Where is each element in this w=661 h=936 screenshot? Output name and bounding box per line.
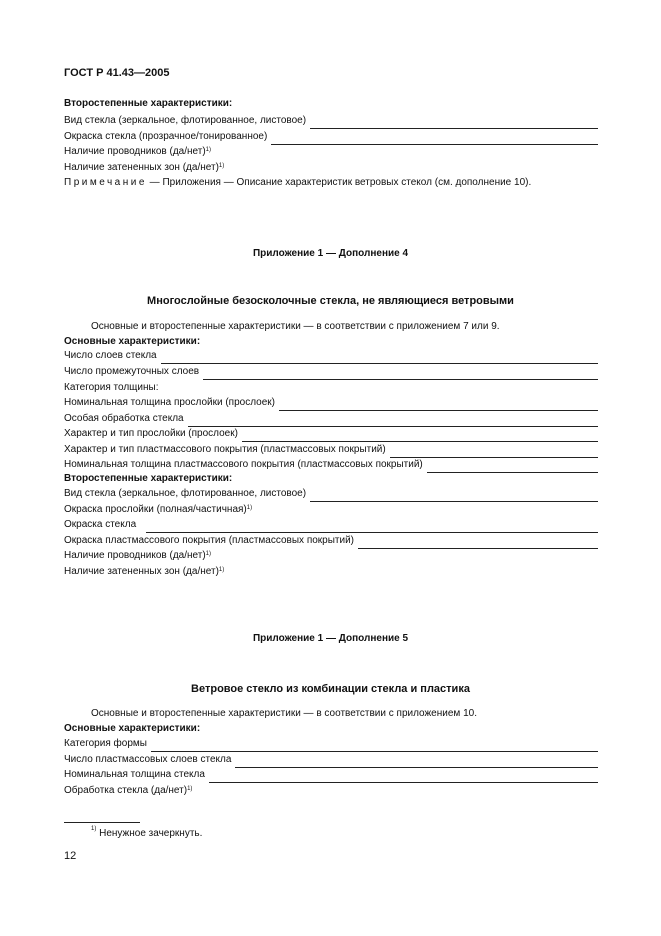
appendix-heading-5: Приложение 1 — Дополнение 5 <box>252 633 409 644</box>
form-field-interlayer-color <box>64 502 598 518</box>
secondary-characteristics-heading: Второстепенные характеристики: <box>64 98 233 109</box>
footnote-ref: 1) <box>205 147 212 153</box>
field-label: Окраска стекла <box>64 519 137 530</box>
note <box>64 175 598 191</box>
footnote-ref: 1) <box>187 786 193 792</box>
field-label: Наличие проводников (да/нет) <box>64 146 206 157</box>
footnote-ref: 1) <box>218 567 225 573</box>
form-field-coating-thickness <box>64 457 598 473</box>
fill-line <box>310 490 598 502</box>
field-label: Окраска пластмассового покрытия (пластмассовых покрытий) <box>64 535 354 546</box>
fill-line <box>151 740 598 752</box>
intro-text-5: Основные и второстепенные характеристики — в соответствии с приложением 10. <box>91 708 477 719</box>
footnote <box>91 828 202 839</box>
footnote-text: Ненужное зачеркнуть. <box>99 828 203 839</box>
form-field-shaded-zones <box>64 160 598 176</box>
field-label: Обработка стекла (да/нет) <box>64 785 188 796</box>
field-label: Номинальная толщина пластмассового покрытия (пластмассовых покрытий) <box>64 459 423 470</box>
intro-text-4: Основные и второстепенные характеристики — в соответствии с приложением 7 или 9. <box>91 321 500 332</box>
field-label: Номинальная толщина прослойки (прослоек) <box>64 397 275 408</box>
form-field-shape-category <box>64 736 598 752</box>
form-field-interlayers <box>64 364 598 380</box>
field-label: Наличие проводников (да/нет) <box>64 550 206 561</box>
form-field-glass-treatment <box>64 783 598 799</box>
form-field-glass-type <box>64 113 598 129</box>
field-label: Окраска прослойки (полная/частичная) <box>64 504 247 515</box>
form-field-coating-type <box>64 442 598 458</box>
fill-line <box>161 352 598 364</box>
main-characteristics-heading-5: Основные характеристики: <box>64 723 201 734</box>
main-characteristics-heading: Основные характеристики: <box>64 336 201 347</box>
fill-line <box>203 368 598 380</box>
form-field-shaded-zones-4 <box>64 564 598 580</box>
footnote-divider <box>64 822 140 823</box>
form-field-glass-color <box>64 129 598 145</box>
form-field-conductors-4 <box>64 548 598 564</box>
form-field-glass-color-4 <box>64 517 598 533</box>
fill-line <box>279 399 598 411</box>
field-label: Характер и тип пластмассового покрытия (пластмассовых покрытий) <box>64 444 386 455</box>
fill-line <box>427 461 598 473</box>
form-field-glass-type-4 <box>64 486 598 502</box>
form-field-special-treatment <box>64 411 598 427</box>
field-label: Число промежуточных слоев <box>64 366 200 377</box>
field-label: Номинальная толщина стекла <box>64 769 205 780</box>
footnote-ref: 1) <box>246 505 253 511</box>
note-text: — Приложения — Описание характеристик ветровых стекол (см. дополнение 10). <box>146 177 532 188</box>
form-field-coating-color <box>64 533 598 549</box>
field-label: Категория формы <box>64 738 147 749</box>
appendix-heading-4: Приложение 1 — Дополнение 4 <box>252 248 409 259</box>
field-label: Окраска стекла (прозрачное/тонированное) <box>64 131 268 142</box>
form-field-plastic-layers <box>64 752 598 768</box>
field-label: Характер и тип прослойки (прослоек) <box>64 428 238 439</box>
field-label: Наличие затененных зон (да/нет) <box>64 566 219 577</box>
field-label: Число пластмассовых слоев стекла <box>64 754 232 765</box>
form-field-glass-thickness <box>64 767 598 783</box>
field-label: Категория толщины: <box>64 382 159 393</box>
document-code: ГОСТ Р 41.43—2005 <box>64 67 170 79</box>
field-label: Особая обработка стекла <box>64 413 184 424</box>
footnote-ref: 1) <box>205 551 212 557</box>
page-number: 12 <box>64 850 77 862</box>
footnote-ref: 1) <box>218 163 225 169</box>
field-label: Вид стекла (зеркальное, флотированное, листовое) <box>64 488 307 499</box>
section-title-4: Многослойные безосколочные стекла, не являющиеся ветровыми <box>147 295 514 307</box>
field-label: Число слоев стекла <box>64 350 157 361</box>
form-field-interlayer-type <box>64 426 598 442</box>
note-label: Примечание <box>64 177 147 188</box>
fill-line <box>242 430 598 442</box>
form-field-glass-layers <box>64 348 598 364</box>
field-label: Вид стекла (зеркальное, флотированное, листовое) <box>64 115 307 126</box>
fill-line <box>146 521 598 533</box>
fill-line <box>209 771 598 783</box>
form-field-conductors <box>64 144 598 160</box>
section-title-5: Ветровое стекло из комбинации стекла и пластика <box>191 683 470 695</box>
field-label: Наличие затененных зон (да/нет) <box>64 162 219 173</box>
fill-line <box>310 117 598 129</box>
form-field-interlayer-thickness <box>64 395 598 411</box>
footnote-marker: 1) <box>91 826 97 832</box>
thickness-category <box>64 380 598 396</box>
secondary-characteristics-heading-4: Второстепенные характеристики: <box>64 473 233 484</box>
